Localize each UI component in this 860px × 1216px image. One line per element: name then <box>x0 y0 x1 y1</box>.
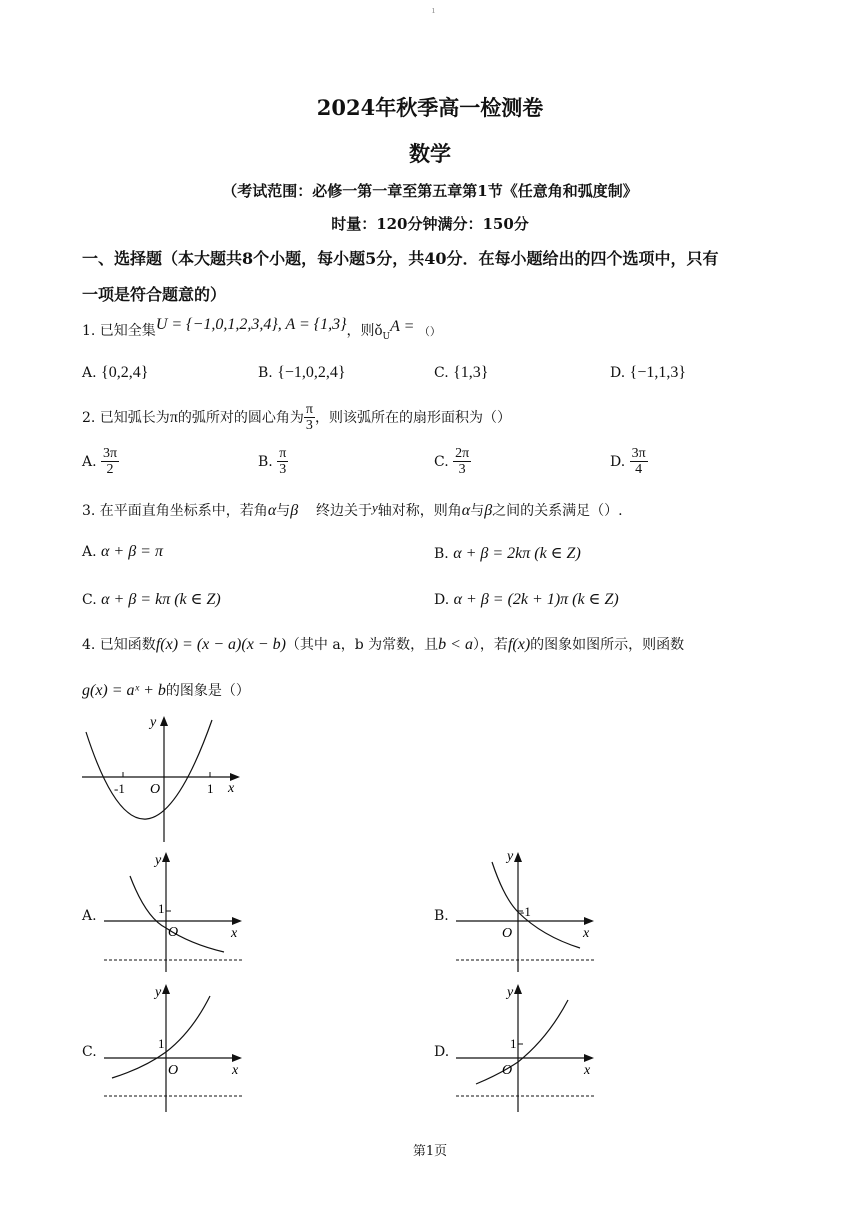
y-axis-arrow-icon <box>160 716 168 726</box>
svg-text:y: y <box>155 853 162 868</box>
q2-option-c: C. $\frac{2\pi}{3}$ <box>434 446 470 478</box>
question-2: 2. 已知弧长为π的弧所对的圆心角为 $\frac{\pi}{3}$ ，则该弧所在的扇形面积为（） <box>82 402 511 434</box>
q4-option-d-label: D. <box>434 1044 450 1060</box>
svg-text:x: x <box>232 1063 239 1078</box>
page-title: 2024年秋季高一检测卷 <box>316 95 544 120</box>
q3-option-a: A. α + β = π <box>82 543 163 560</box>
q2-option-a: A. $\frac{3\pi}{2}$ <box>82 446 118 478</box>
question-4-cont: g(x) = aˣ + b的图象是（） <box>82 682 250 699</box>
parabola-curve <box>86 720 212 819</box>
curve-d <box>476 1000 568 1084</box>
q2-option-d: D. $\frac{3\pi}{4}$ <box>610 446 646 478</box>
q2-pi: π <box>169 408 178 426</box>
q1-option-c: C. {1,3} <box>434 364 489 381</box>
y-axis-arrow-icon <box>514 984 522 994</box>
x-axis-arrow-icon <box>584 917 594 925</box>
x-axis-arrow-icon <box>584 1054 594 1062</box>
q1-option-a: A. {0,2,4} <box>82 364 149 381</box>
header-mark: ı <box>432 6 435 16</box>
svg-text:x: x <box>583 926 590 941</box>
q4-option-b-label: B. <box>434 908 449 924</box>
q2-option-b: B. $\frac{\pi}{3}$ <box>258 446 287 478</box>
q3-option-b: B. α + β = 2kπ (k ∈ Z) <box>434 545 581 562</box>
q3-option-c: C. α + β = kπ (k ∈ Z) <box>82 591 221 608</box>
svg-text:x: x <box>584 1063 591 1078</box>
x-label: x <box>228 781 235 796</box>
svg-text:x: x <box>231 926 238 941</box>
q4-option-c-label: C. <box>82 1044 97 1060</box>
tick-neg1: -1 <box>114 781 125 796</box>
y-axis-arrow-icon <box>514 852 522 862</box>
svg-text:1: 1 <box>158 901 165 916</box>
q3-option-d: D. α + β = (2k + 1)π (k ∈ Z) <box>434 591 619 608</box>
svg-text:y: y <box>507 985 514 1000</box>
curve-a <box>130 876 224 952</box>
time-info: 时量：120分钟满分：150分 <box>331 215 529 233</box>
q2-angle-fraction: $\frac{\pi}{3}$ <box>305 402 313 434</box>
x-axis-arrow-icon <box>232 917 242 925</box>
page-footer: 第1页 <box>412 1144 448 1159</box>
q1-sub: U <box>382 331 391 342</box>
q4-option-c-graph <box>100 980 250 1114</box>
question-4: 4. 已知函数f(x) = (x − a)(x − b)（其中 a，b 为常数，且b < a），若f(x)的图象如图所示，则函数 <box>82 636 685 653</box>
svg-text:O: O <box>168 925 179 940</box>
fx-graph <box>78 712 248 844</box>
q4-option-d-graph <box>452 980 602 1114</box>
tick-1: 1 <box>207 781 214 796</box>
q1-suffix: A = <box>390 318 415 335</box>
question-3: 3. 在平面直角坐标系中，若角α与β 终边关于y轴对称，则角α与β之间的关系满足（）. <box>82 500 623 519</box>
section1-heading-cont: 一项是符合题意的） <box>82 285 227 304</box>
svg-text:1: 1 <box>158 1036 165 1051</box>
q1-prefix: 1. 已知全集 <box>82 323 156 339</box>
q4-option-b-graph <box>452 848 602 974</box>
exam-scope: （考试范围：必修一第一章至第五章第1节《任意角和弧度制》 <box>222 182 638 200</box>
svg-text:y: y <box>155 985 162 1000</box>
q1-option-b: B. {−1,0,2,4} <box>258 364 346 381</box>
x-axis-arrow-icon <box>230 773 240 781</box>
q1-complement: ǒ <box>374 322 383 339</box>
q1-mid: ，则 <box>346 323 375 339</box>
q1-option-d: D. {−1,1,3} <box>610 364 687 381</box>
svg-text:O: O <box>168 1063 179 1078</box>
question-1 <box>82 316 441 342</box>
svg-text:-1: -1 <box>520 904 531 919</box>
q1-formula: U = {−1,0,1,2,3,4}, A = {1,3} <box>155 316 347 333</box>
q4-option-a-graph <box>100 848 250 974</box>
y-axis-arrow-icon <box>162 852 170 862</box>
q4-option-a-label: A. <box>82 908 97 924</box>
q1-blank: （） <box>418 325 441 338</box>
svg-text:O: O <box>502 926 513 941</box>
x-axis-arrow-icon <box>232 1054 242 1062</box>
origin-label: O <box>150 782 161 797</box>
svg-text:1: 1 <box>510 1036 517 1051</box>
section1-heading: 一、选择题（本大题共8个小题，每小题5分，共40分．在每小题给出的四个选项中，只有 <box>82 249 719 268</box>
y-axis-arrow-icon <box>162 984 170 994</box>
y-label: y <box>150 715 157 730</box>
svg-text:y: y <box>507 849 514 864</box>
svg-text:O: O <box>502 1063 513 1078</box>
subject-title: 数学 <box>409 141 451 166</box>
